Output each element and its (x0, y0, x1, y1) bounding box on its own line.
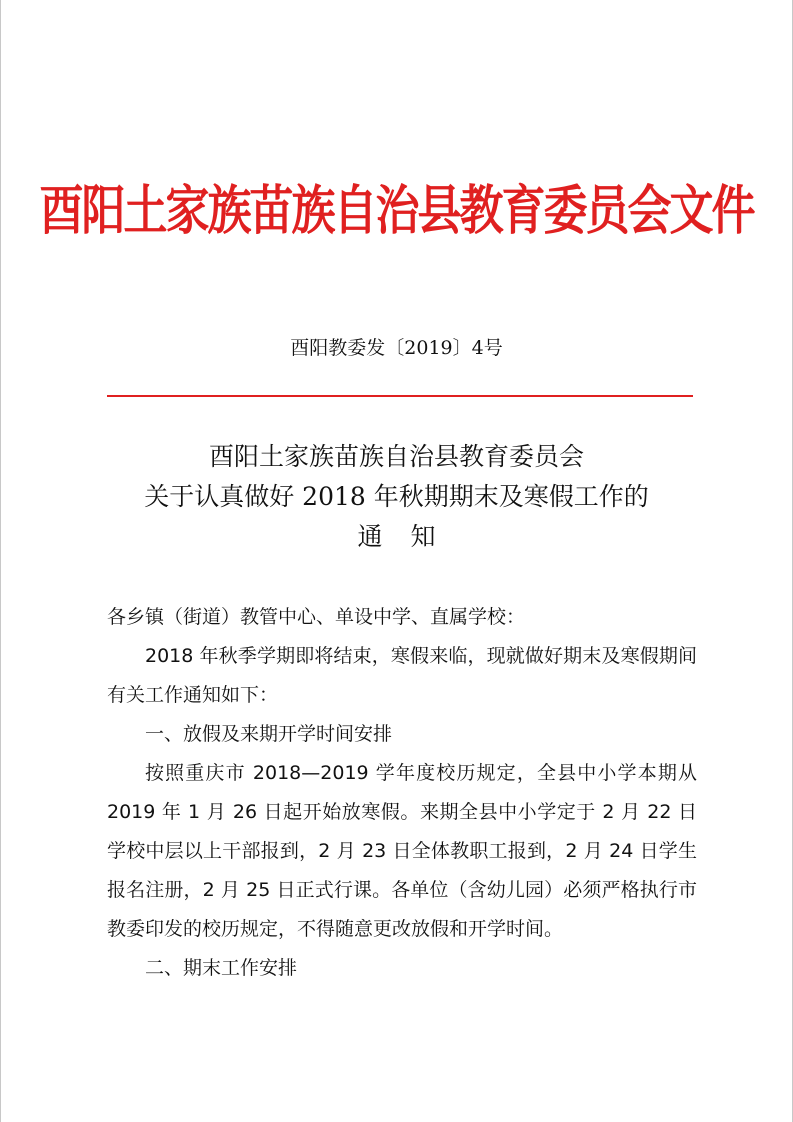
notice-title-line-1: 酉阳土家族苗族自治县教育委员会 (208, 442, 584, 471)
notice-body (107, 598, 697, 988)
section-1-heading: 一、放假及来期开学时间安排 (145, 723, 393, 745)
notice-title-line-3: 通知 (357, 522, 464, 551)
page-left-edge (0, 0, 1, 1122)
notice-title-line-2: 关于认真做好 2018 年秋期期末及寒假工作的 (144, 482, 649, 511)
red-divider-line (107, 395, 693, 397)
notice-title (0, 437, 793, 557)
document-number: 酉阳教委发〔2019〕4号 (290, 337, 503, 359)
intro-paragraph: 2018 年秋季学期即将结束，寒假来临，现就做好期末及寒假期间有关工作通知如下： (107, 645, 697, 706)
section-1-paragraph: 按照重庆市 2018—2019 学年度校历规定，全县中小学本期从 2019 年 1 月 26 日起开始放寒假。来期全县中小学定于 2 月 22 日学校中层以上干部报到，2 月 23 日全体教职工报到，2 月 24 日学生报名注册，2 月 25 日正式行课。各单位（含幼儿园）必须严格执行市教委印发的校历规定，不得随意更改放假和开学时间。 (107, 762, 697, 940)
section-2-heading: 二、期末工作安排 (145, 957, 298, 979)
salutation: 各乡镇（街道）教管中心、单设中学、直属学校： (107, 606, 526, 628)
agency-header-title: 酉阳土家族苗族自治县教育委员会文件 (39, 180, 754, 242)
